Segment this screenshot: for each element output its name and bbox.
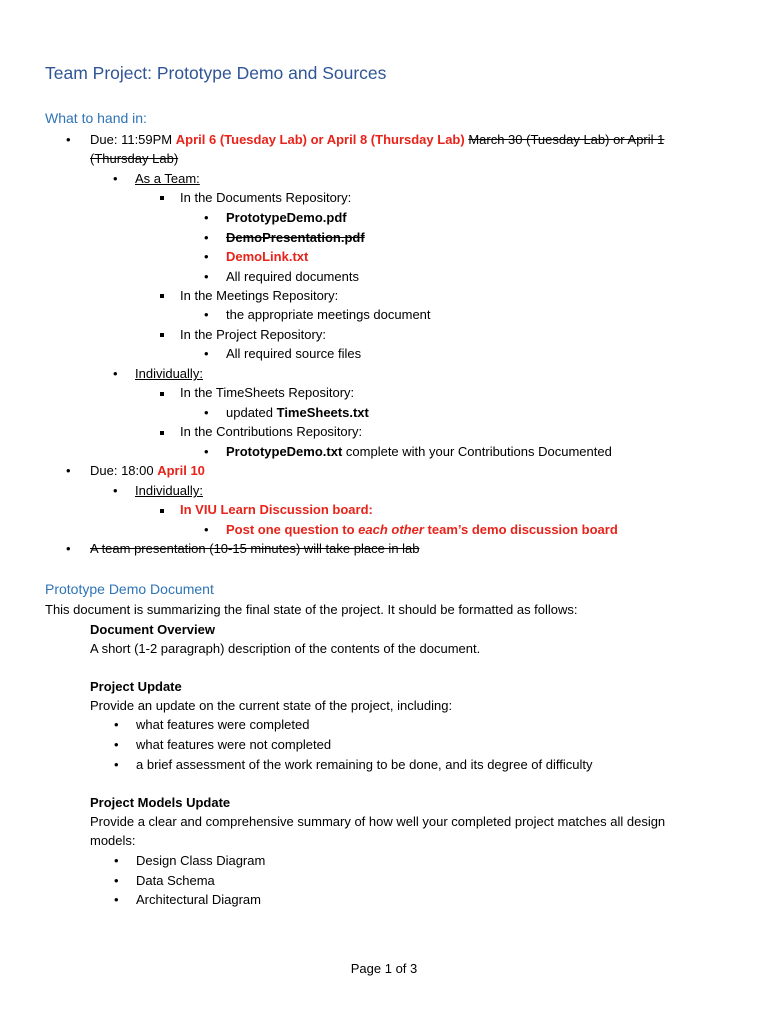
models-item: Architectural Diagram (136, 892, 261, 907)
bullet-icon: • (66, 463, 71, 478)
due2-date: April 10 (157, 463, 205, 478)
bullet-icon: • (114, 717, 119, 732)
overview-heading: Document Overview (90, 622, 215, 637)
meetings-repo: In the Meetings Repository: (180, 288, 339, 303)
bullet-icon: • (114, 737, 119, 752)
due2-post-a: Post one question to (226, 522, 359, 537)
timesheets-item (226, 404, 369, 421)
bullet-icon: • (204, 444, 209, 459)
docs-repo: In the Documents Repository: (180, 190, 352, 205)
due1-label: Due: 11:59PM (90, 132, 176, 147)
update-text: Provide an update on the current state of the project, including: (90, 698, 453, 713)
square-bullet-icon (160, 196, 164, 200)
timesheets-file: TimeSheets.txt (276, 405, 369, 420)
presentation-line: A team presentation (10-15 minutes) will take place in lab (90, 541, 420, 556)
bullet-icon: • (113, 171, 118, 186)
contrib-file: PrototypeDemo.txt (226, 444, 343, 459)
bullet-icon: • (204, 269, 209, 284)
project-item: All required source files (226, 346, 362, 361)
due2-post-b: each other (358, 522, 424, 537)
update-heading: Project Update (90, 679, 182, 694)
meetings-item: the appropriate meetings document (226, 307, 431, 322)
models-item: Design Class Diagram (136, 853, 266, 868)
models-text-2: models: (90, 833, 136, 848)
models-heading: Project Models Update (90, 795, 231, 810)
square-bullet-icon (160, 333, 164, 337)
due2-post-c: team’s demo discussion board (423, 522, 618, 537)
individual-label: Individually: (135, 366, 203, 381)
docs-item: PrototypeDemo.pdf (226, 210, 347, 225)
bullet-icon: • (114, 757, 119, 772)
bullet-icon: • (113, 366, 118, 381)
update-item: what features were not completed (136, 737, 332, 752)
bullet-icon: • (204, 346, 209, 361)
square-bullet-icon (160, 392, 164, 396)
models-text-1: Provide a clear and comprehensive summary of how well your completed project matches all design (90, 814, 666, 829)
due2-individual: Individually: (135, 483, 203, 498)
models-item: Data Schema (136, 873, 215, 888)
contrib-repo: In the Contributions Repository: (180, 424, 363, 439)
team-label: As a Team: (135, 171, 200, 186)
bullet-icon: • (66, 132, 71, 147)
contrib-item (226, 443, 612, 460)
bullet-icon: • (114, 853, 119, 868)
update-item: what features were completed (136, 717, 310, 732)
docs-item: DemoPresentation.pdf (226, 230, 365, 245)
bullet-icon: • (204, 522, 209, 537)
bullet-icon: • (204, 210, 209, 225)
docs-item: All required documents (226, 269, 359, 284)
document-title: Team Project: Prototype Demo and Sources (45, 63, 387, 83)
bullet-icon: • (204, 405, 209, 420)
page-footer: Page 1 of 3 (350, 961, 418, 976)
bullet-icon: • (114, 873, 119, 888)
proto-intro: This document is summarizing the final state of the project. It should be formatted as follows: (45, 602, 578, 617)
due1-new-dates: April 6 (Tuesday Lab) or April 8 (Thursday Lab) (175, 132, 465, 147)
bullet-icon: • (113, 483, 118, 498)
due1-old-dates-cont: (Thursday Lab) (90, 151, 179, 166)
square-bullet-icon (160, 294, 164, 298)
handin-heading: What to hand in: (45, 110, 147, 126)
due2-label: Due: 18:00 (90, 463, 158, 478)
update-item: a brief assessment of the work remaining to be done, and its degree of difficulty (136, 757, 593, 772)
contrib-rest: complete with your Contributions Documented (342, 444, 612, 459)
docs-item: DemoLink.txt (226, 249, 309, 264)
due1-old-dates: March 30 (Tuesday Lab) or April 1 (468, 132, 665, 147)
timesheets-prefix: updated (226, 405, 277, 420)
proto-heading: Prototype Demo Document (45, 581, 214, 597)
square-bullet-icon (160, 431, 164, 435)
square-bullet-icon (160, 509, 164, 513)
bullet-icon: • (204, 307, 209, 322)
bullet-icon: • (114, 892, 119, 907)
due1-line (90, 131, 664, 148)
bullet-icon: • (204, 249, 209, 264)
bullet-icon: • (204, 230, 209, 245)
due2-board: In VIU Learn Discussion board: (180, 502, 373, 517)
overview-text: A short (1-2 paragraph) description of the contents of the document. (90, 641, 481, 656)
timesheets-repo: In the TimeSheets Repository: (180, 385, 355, 400)
bullet-icon: • (66, 541, 71, 556)
due2-line (90, 462, 205, 479)
due2-post (226, 521, 618, 538)
project-repo: In the Project Repository: (180, 327, 326, 342)
